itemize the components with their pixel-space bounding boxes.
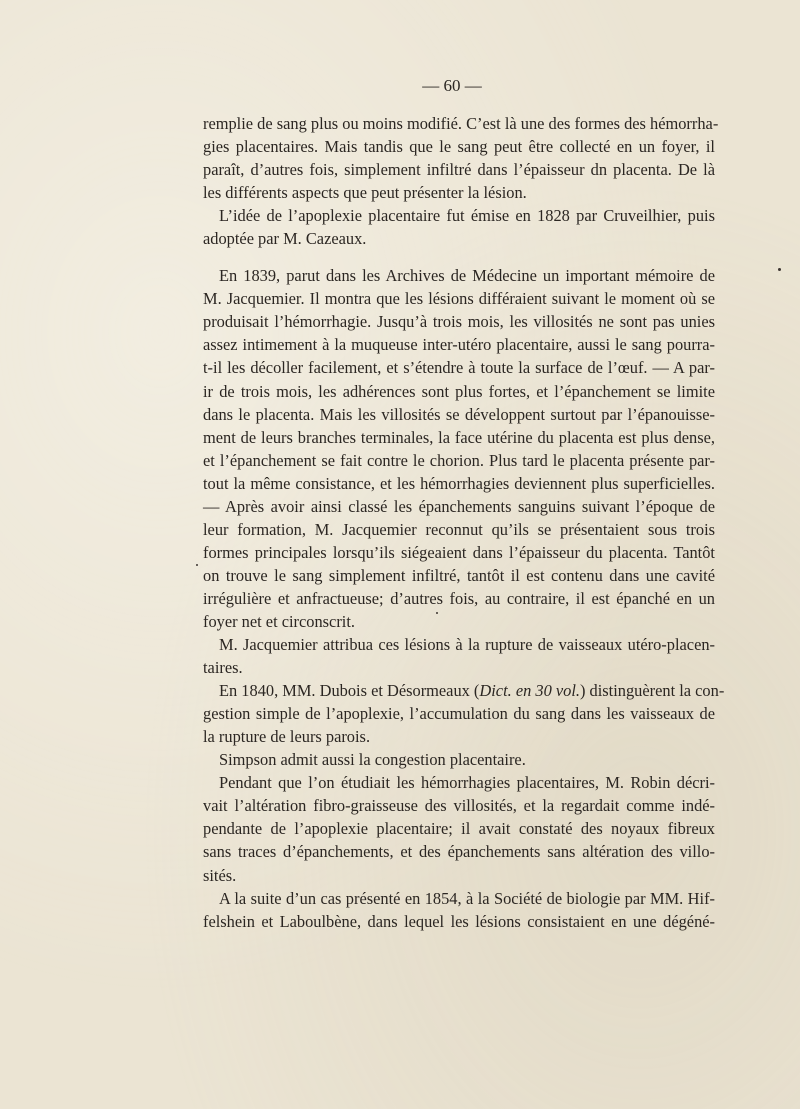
page-number: — 60 — [422, 76, 482, 95]
text-run: ) distinguèrent la con- [580, 681, 725, 701]
text-line: felshein et Laboulbène, dans lequel les lésions consistaient en une dégéné- [203, 911, 715, 931]
text-line: pendante de l’apoplexie placentaire; il avait constaté des noyaux fibreux [203, 819, 715, 839]
text-line: et l’épanchement se fait contre le chorion. Plus tard le placenta présente par- [203, 450, 715, 470]
text-line: tout la même consistance, et les hémorrhagies deviennent plus superficielles. [203, 473, 715, 493]
text-line: Simpson admit aussi la congestion placentaire. [219, 750, 526, 770]
paper-speck [436, 612, 438, 614]
text-line: on trouve le sang simplement infiltré, tantôt il est contenu dans une cavité [203, 565, 715, 585]
text-line: foyer net et circonscrit. [203, 611, 355, 631]
text-line: leur formation, M. Jacquemier reconnut qu’ils se présentaient sous trois [203, 519, 715, 539]
text-line: taires. [203, 658, 243, 678]
body-text [203, 112, 725, 933]
citation: Dict. en 30 vol. [479, 681, 580, 701]
text-line: — Après avoir ainsi classé les épanchements sanguins suivant l’époque de [203, 496, 715, 516]
text-line: la rupture de leurs parois. [203, 727, 371, 747]
text-line: gestion simple de l’apoplexie, l’accumulation du sang dans les vaisseaux de [203, 704, 715, 724]
text-line: En 1839, parut dans les Archives de Médecine un important mémoire de [219, 266, 715, 286]
text-line: ir de trois mois, les adhérences sont plus fortes, et l’épanchement se limite [203, 381, 715, 401]
paragraph-3 [203, 264, 715, 633]
text-line: vait l’altération fibro-graisseuse des villosités, et la regardait comme indé- [203, 796, 715, 816]
paragraph-gap [203, 250, 715, 264]
paragraph-1 [203, 112, 719, 204]
text-line: sités. [203, 865, 237, 885]
text-line: M. Jacquemier. Il montra que les lésions différaient suivant le moment où se [203, 289, 715, 309]
text-line: assez intimement à la muqueuse inter-utéro placentaire, aussi le sang pourra- [203, 335, 715, 355]
text-line: ment de leurs branches terminales, la face utérine du placenta est plus dense, [203, 427, 715, 447]
text-line: gies placentaires. Mais tandis que le sang peut être collecté en un foyer, il [203, 137, 715, 157]
text-run: En 1840, MM. Dubois et Désormeaux ( [219, 681, 480, 701]
text-line: paraît, d’autres fois, simplement infiltré dans l’épaisseur dn placenta. De là [203, 160, 715, 180]
text-line: A la suite d’un cas présenté en 1854, à la Société de biologie par MM. Hif- [219, 888, 715, 908]
text-line: formes principales lorsqu’ils siégeaient dans l’épaisseur du placenta. Tantôt [203, 542, 715, 562]
text-line: Pendant que l’on étudiait les hémorrhagies placentaires, M. Robin décri- [219, 773, 715, 793]
paper-speck [196, 564, 198, 566]
paragraph-5 [203, 679, 725, 748]
paragraph-6 [203, 748, 715, 771]
paragraph-8 [203, 887, 715, 933]
text-line: remplie de sang plus ou moins modifié. C’est là une des formes des hémorrha- [203, 114, 719, 133]
paragraph-4 [203, 633, 715, 679]
paper-speck [778, 268, 781, 271]
paragraph-2 [203, 204, 715, 250]
text-line: les différents aspects que peut présenter la lésion. [203, 183, 527, 203]
text-line: L’idée de l’apoplexie placentaire fut émise en 1828 par Cruveilhier, puis [219, 206, 715, 226]
text-line: produisait l’hémorrhagie. Jusqu’à trois mois, les villosités ne sont pas unies [203, 312, 715, 332]
text-line: dans le placenta. Mais les villosités se développent surtout par l’épanouisse- [203, 404, 715, 424]
text-line: adoptée par M. Cazeaux. [203, 229, 367, 249]
text-line: M. Jacquemier attribua ces lésions à la rupture de vaisseaux utéro-placen- [219, 635, 715, 655]
text-line: t-il les décoller facilement, et s’étendre à toute la surface de l’œuf. — A par- [203, 358, 715, 378]
text-line: irrégulière et anfractueuse; d’autres fois, au contraire, il est épanché en un [203, 588, 715, 608]
text-line: sans traces d’épanchements, et des épanchements sans altération des villo- [203, 842, 715, 862]
text-line [203, 679, 725, 702]
paragraph-7 [203, 771, 715, 886]
